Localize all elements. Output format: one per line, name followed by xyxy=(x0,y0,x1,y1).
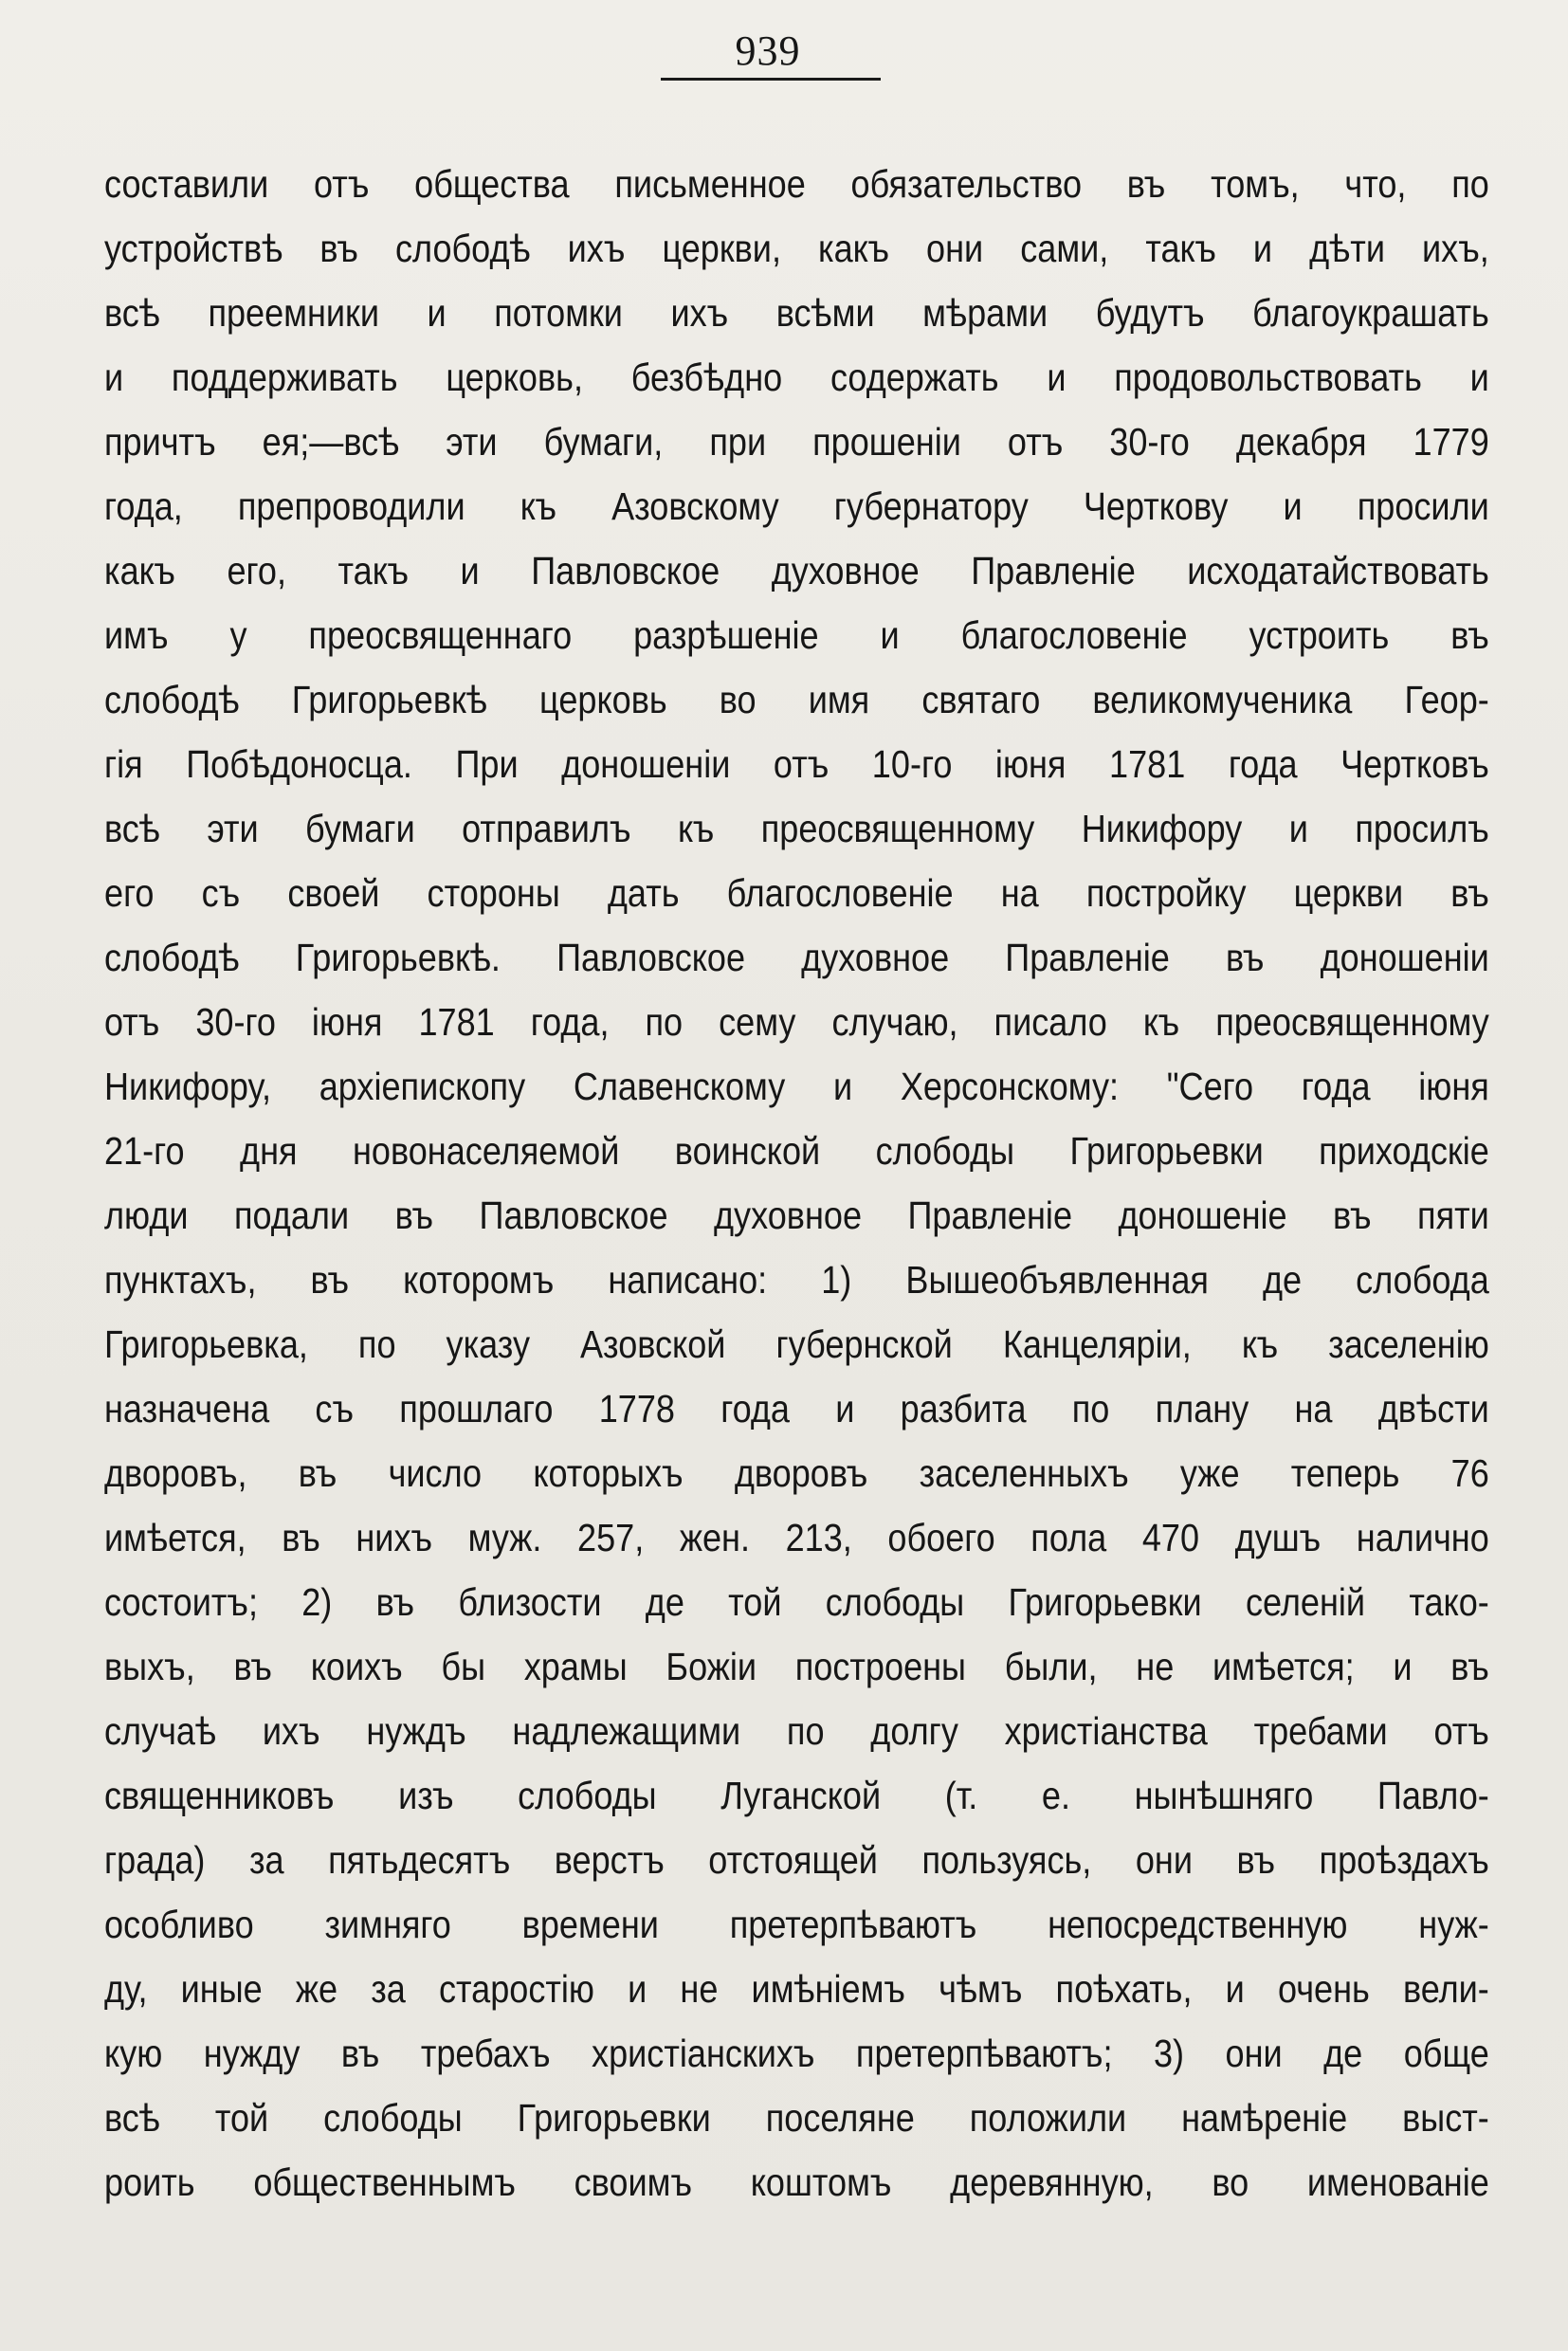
text-line: дворовъ, въ число которыхъ дворовъ заселенныхъ уже теперь 76 xyxy=(104,1451,1489,1495)
text-line: пунктахъ, въ которомъ написано: 1) Вышеобъявленная де слобода xyxy=(104,1258,1489,1302)
text-line: Григорьевка, по указу Азовской губернской Канцеляріи, къ заселенію xyxy=(104,1322,1489,1366)
page-number: 939 xyxy=(735,27,801,74)
text-line: отъ 30-го іюня 1781 года, по сему случаю, писало къ преосвященному xyxy=(104,1000,1489,1044)
text-line: какъ его, такъ и Павловское духовное Правленіе исходатайствовать xyxy=(104,549,1489,592)
text-line: назначена съ прошлаго 1778 года и разбита по плану на двѣсти xyxy=(104,1387,1489,1431)
text-line: роить общественнымъ своимъ коштомъ деревянную, во именованіе xyxy=(104,2160,1489,2204)
text-line: града) за пятьдесятъ верстъ отстоящей пользуясь, они въ проѣздахъ xyxy=(104,1838,1489,1882)
header-rule xyxy=(661,78,881,81)
page-header xyxy=(654,27,882,76)
text-line: состоитъ; 2) въ близости де той слободы Григорьевки селеній тако- xyxy=(104,1580,1489,1624)
body-text xyxy=(104,152,1498,2214)
text-line: случаѣ ихъ нуждъ надлежащими по долгу христіанства требами отъ xyxy=(104,1709,1489,1753)
text-line: всѣ той слободы Григорьевки поселяне положили намѣреніе выст- xyxy=(104,2096,1489,2140)
text-line: выхъ, въ коихъ бы храмы Божіи построены были, не имѣется; и въ xyxy=(104,1645,1489,1688)
text-line: и поддерживать церковь, безбѣдно содержать и продовольствовать и xyxy=(104,355,1489,399)
text-line: года, препроводили къ Азовскому губернатору Черткову и просили xyxy=(104,484,1489,528)
text-line: всѣ эти бумаги отправилъ къ преосвященному Никифору и просилъ xyxy=(104,807,1489,850)
text-line: причтъ ея;—всѣ эти бумаги, при прошеніи отъ 30-го декабря 1779 xyxy=(104,420,1489,464)
text-line: слободѣ Григорьевкѣ. Павловское духовное Правленіе въ доношеніи xyxy=(104,936,1489,979)
text-line: имѣется, въ нихъ муж. 257, жен. 213, обоего пола 470 душъ налично xyxy=(104,1516,1489,1559)
text-line: кую нужду въ требахъ христіанскихъ претерпѣваютъ; 3) они де обще xyxy=(104,2032,1489,2075)
text-line: устройствѣ въ слободѣ ихъ церкви, какъ они сами, такъ и дѣти ихъ, xyxy=(104,227,1489,270)
text-line: Никифору, архіепископу Славенскому и Херсонскому: "Сего года іюня xyxy=(104,1065,1489,1108)
text-line: люди подали въ Павловское духовное Правленіе доношеніе въ пяти xyxy=(104,1194,1489,1237)
text-line: слободѣ Григорьевкѣ церковь во имя святаго великомученика Геор- xyxy=(104,678,1489,721)
text-line: составили отъ общества письменное обязательство въ томъ, что, по xyxy=(104,162,1489,206)
text-line: всѣ преемники и потомки ихъ всѣми мѣрами будутъ благоукрашать xyxy=(104,291,1489,335)
text-line: священниковъ изъ слободы Луганской (т. е. нынѣшняго Павло- xyxy=(104,1774,1489,1817)
text-line: его съ своей стороны дать благословеніе на постройку церкви въ xyxy=(104,871,1489,915)
text-line: особливо зимняго времени претерпѣваютъ непосредственную нуж- xyxy=(104,1903,1489,1946)
text-line: ду, иные же за старостію и не имѣніемъ чѣмъ поѣхать, и очень вели- xyxy=(104,1967,1489,2011)
text-line: 21-го дня новонаселяемой воинской слободы Григорьевки приходскіе xyxy=(104,1129,1489,1173)
text-line: имъ у преосвященнаго разрѣшеніе и благословеніе устроить въ xyxy=(104,613,1489,657)
text-line: гія Побѣдоносца. При доношеніи отъ 10-го іюня 1781 года Чертковъ xyxy=(104,742,1489,786)
